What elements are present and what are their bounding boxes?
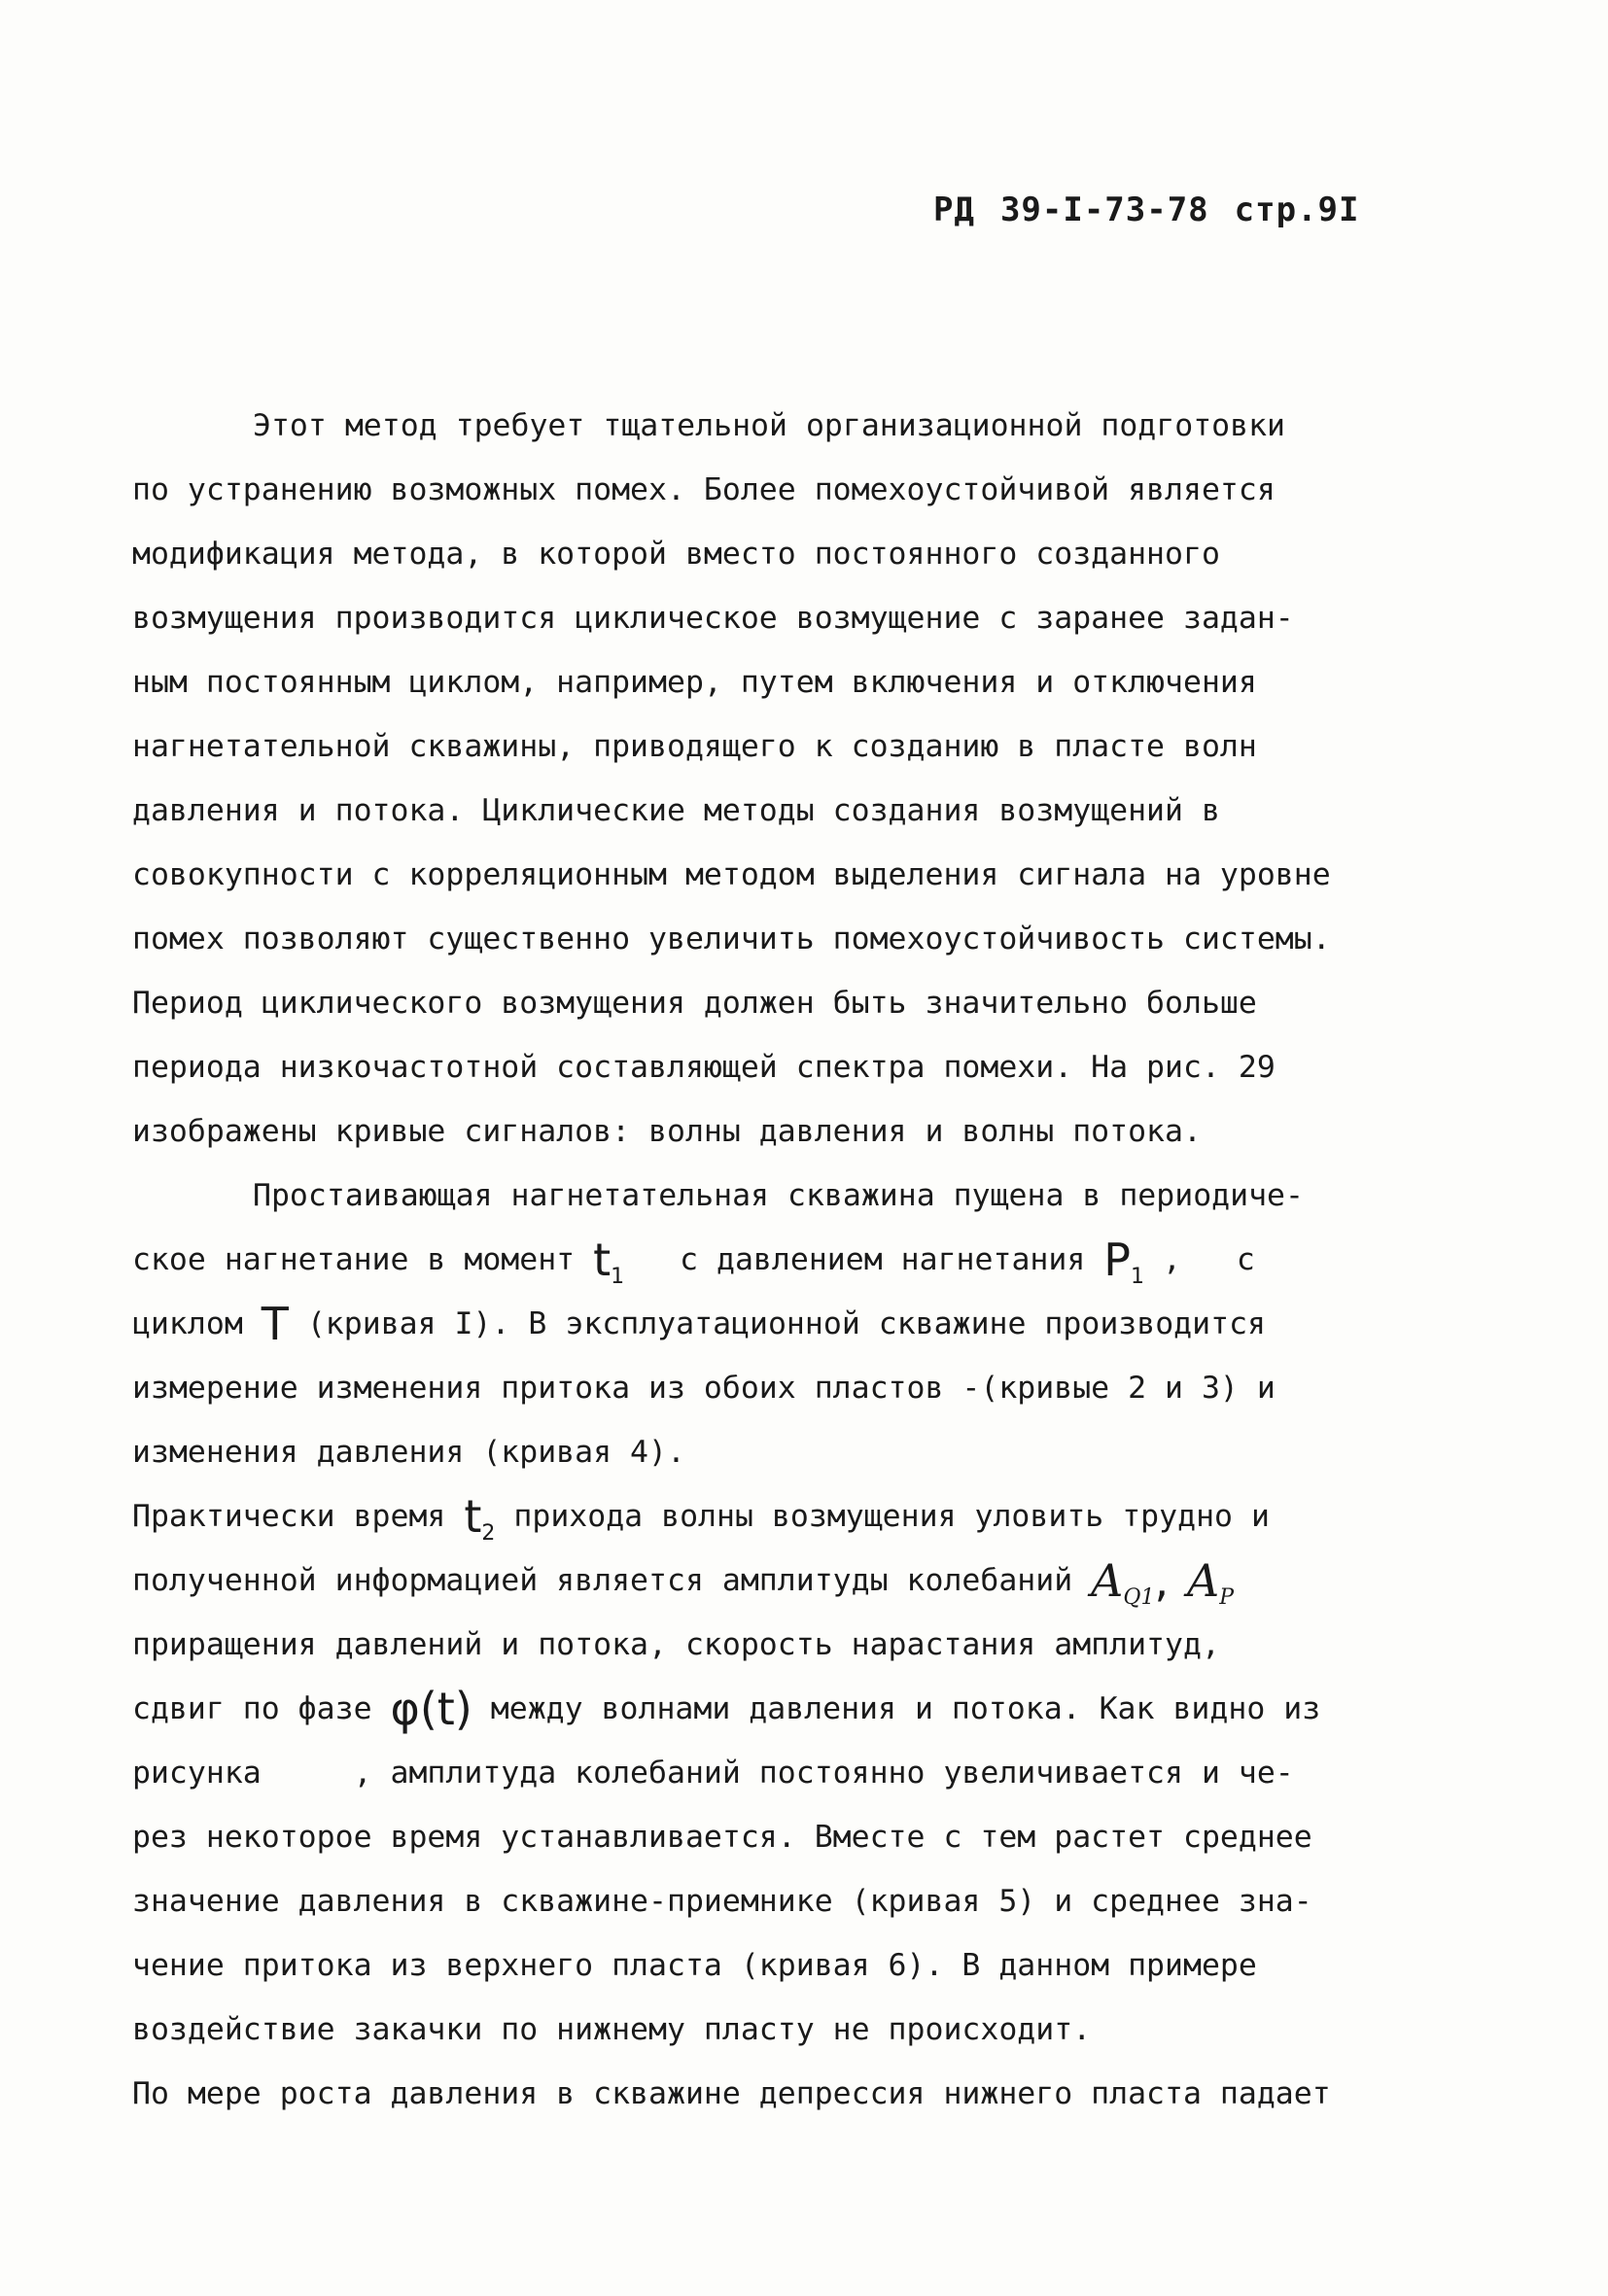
symbol-T: T xyxy=(261,1298,289,1350)
text-line xyxy=(132,1292,1435,1356)
text-line: нагнетательной скважины, приводящего к созданию в пласте волн xyxy=(132,729,1257,764)
symbol-aq: $A_{Q1}$ xyxy=(1091,1554,1155,1610)
page-number: стр.9I xyxy=(1234,191,1360,229)
text-line: Этот метод требует тщательной организационной подготовки xyxy=(253,408,1286,443)
text-line: чение притока из верхнего пласта (кривая 6). В данном примере xyxy=(132,1948,1257,1983)
text-line: Период циклического возмущения должен быть значительно больше xyxy=(132,986,1257,1021)
text-line: значение давления в скважине-приемнике (кривая 5) и среднее зна- xyxy=(132,1884,1312,1919)
text-segment: циклом xyxy=(132,1306,243,1341)
text-line: возмущения производится циклическое возмущение с заранее задан- xyxy=(132,601,1294,636)
symbol-phi: φ(t) xyxy=(390,1683,472,1735)
text-line: по устранению возможных помех. Более помехоустойчивой является xyxy=(132,472,1276,507)
text-line: рез некоторое время устанавливается. Вместе с тем растет среднее xyxy=(132,1820,1312,1855)
symbol-t2: $t_2$ xyxy=(464,1490,496,1546)
text-line: рисунка , амплитуда колебаний постоянно увеличивается и че- xyxy=(132,1756,1294,1791)
text-segment: , с xyxy=(1163,1242,1255,1277)
text-segment: прихода волны возмущения уловить трудно и xyxy=(513,1499,1270,1534)
text-segment: (кривая I). В эксплуатационной скважине производится xyxy=(306,1306,1267,1341)
text-line: измерение изменения притока из обоих пластов -(кривые 2 и 3) и xyxy=(132,1371,1276,1406)
text-segment: полученной информацией является амплитуды колебаний xyxy=(132,1563,1073,1598)
text-segment: с давлением нагнетания xyxy=(680,1242,1086,1277)
symbol-separator: , xyxy=(1154,1554,1170,1607)
text-line: давления и потока. Циклические методы создания возмущений в xyxy=(132,793,1220,828)
text-line: воздействие закачки по нижнему пласту не происходит. xyxy=(132,2012,1092,2047)
text-line xyxy=(132,1548,1435,1613)
doc-code: РД xyxy=(933,191,975,229)
text-line: По мере роста давления в скважине депрессия нижнего пласта падает xyxy=(132,2076,1331,2111)
text-line: помех позволяют существенно увеличить помехоустойчивость системы. xyxy=(132,922,1331,957)
text-line: модификация метода, в которой вместо постоянного созданного xyxy=(132,537,1220,572)
text-line: Простаивающая нагнетательная скважина пущена в периодиче- xyxy=(253,1178,1304,1213)
text-segment: ское нагнетание в момент xyxy=(132,1242,576,1277)
symbol-p1: $P_1$ xyxy=(1103,1234,1145,1289)
body-text xyxy=(132,394,1435,2126)
text-line xyxy=(132,1677,1435,1741)
text-segment: между волнами давления и потока. Как видно из xyxy=(490,1691,1321,1726)
text-line: приращения давлений и потока, скорость нарастания амплитуд, xyxy=(132,1627,1220,1662)
symbol-ap: $A_P$ xyxy=(1187,1554,1235,1610)
text-line: ным постоянным циклом, например, путем включения и отключения xyxy=(132,665,1257,700)
text-line xyxy=(132,1228,1435,1292)
text-line: периода низкочастотной составляющей спектра помехи. На рис. 29 xyxy=(132,1050,1276,1085)
page-header xyxy=(933,191,1359,229)
text-line: изменения давления (кривая 4). xyxy=(132,1435,685,1470)
text-line xyxy=(132,1484,1435,1548)
text-line: изображены кривые сигналов: волны давления и волны потока. xyxy=(132,1114,1202,1149)
text-segment: Практически время xyxy=(132,1499,446,1534)
symbol-t1: $t_1$ xyxy=(593,1234,625,1289)
text-line: совокупности с корреляционным методом выделения сигнала на уровне xyxy=(132,857,1331,892)
doc-number: 39-I-73-78 xyxy=(999,191,1209,229)
text-segment: сдвиг по фазе xyxy=(132,1691,372,1726)
